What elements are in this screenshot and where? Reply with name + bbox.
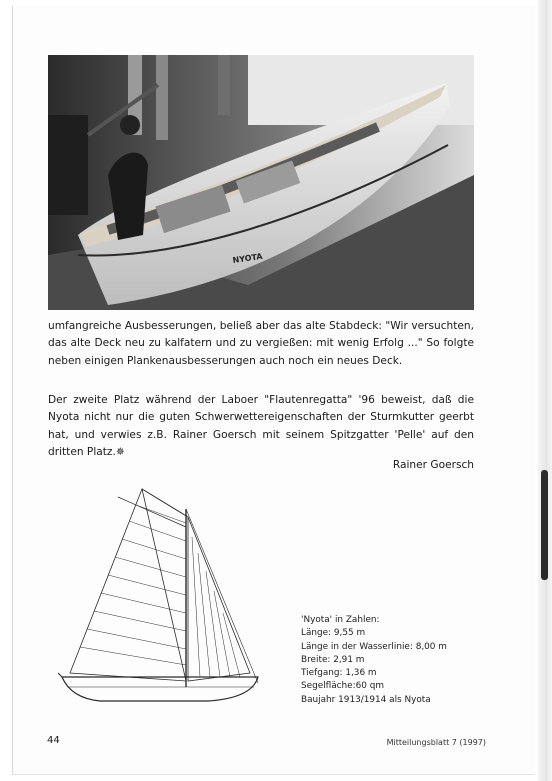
- book-spine-shadow: [538, 0, 552, 781]
- boat-photo: [48, 55, 474, 310]
- fact-length: Länge: 9,55 m: [301, 628, 366, 639]
- paragraph-2: [48, 392, 474, 462]
- sail-plan-drawing: [58, 487, 263, 712]
- page-number: 44: [47, 735, 60, 746]
- fact-build-year: Baujahr 1913/1914 als Nyota: [301, 694, 431, 705]
- paragraph-2-text: Der zweite Platz während der Laboer "Flautenregatta" '96 beweist, daß die Nyota nicht nur die guten Schwerwettereigenschaften der Sturmkutter geerbt hat, und verwies z.B. Rainer Goersch mit seinem Spitzgatter 'Pelle' auf den dritten Platz.: [48, 394, 474, 459]
- fact-draft: Tiefgang: 1,36 m: [301, 668, 377, 679]
- paragraph-1: umfangreiche Ausbesserungen, beließ aber das alte Stabdeck: "Wir versuchten, das alte Deck neu zu kalfatern und zu vergießen: mit wenig Erfolg ..." So folgte neben einigen Plankenausbesserungen auch noch ein neues Deck.: [48, 320, 474, 367]
- fact-waterline-length: Länge in der Wasserlinie: 8,00 m: [301, 641, 447, 652]
- journal-reference: Mitteilungsblatt 7 (1997): [386, 738, 486, 747]
- facts-box: [301, 614, 501, 707]
- hull-name-text: NYOTA: [232, 251, 264, 265]
- binding-shadow: [541, 470, 548, 580]
- fact-sail-area: Segelfläche:60 qm: [301, 681, 385, 692]
- author-name: Rainer Goersch: [392, 459, 474, 471]
- fact-beam: Breite: 2,91 m: [301, 654, 365, 665]
- facts-heading: 'Nyota' in Zahlen:: [301, 615, 380, 625]
- end-mark: ✵: [115, 446, 125, 459]
